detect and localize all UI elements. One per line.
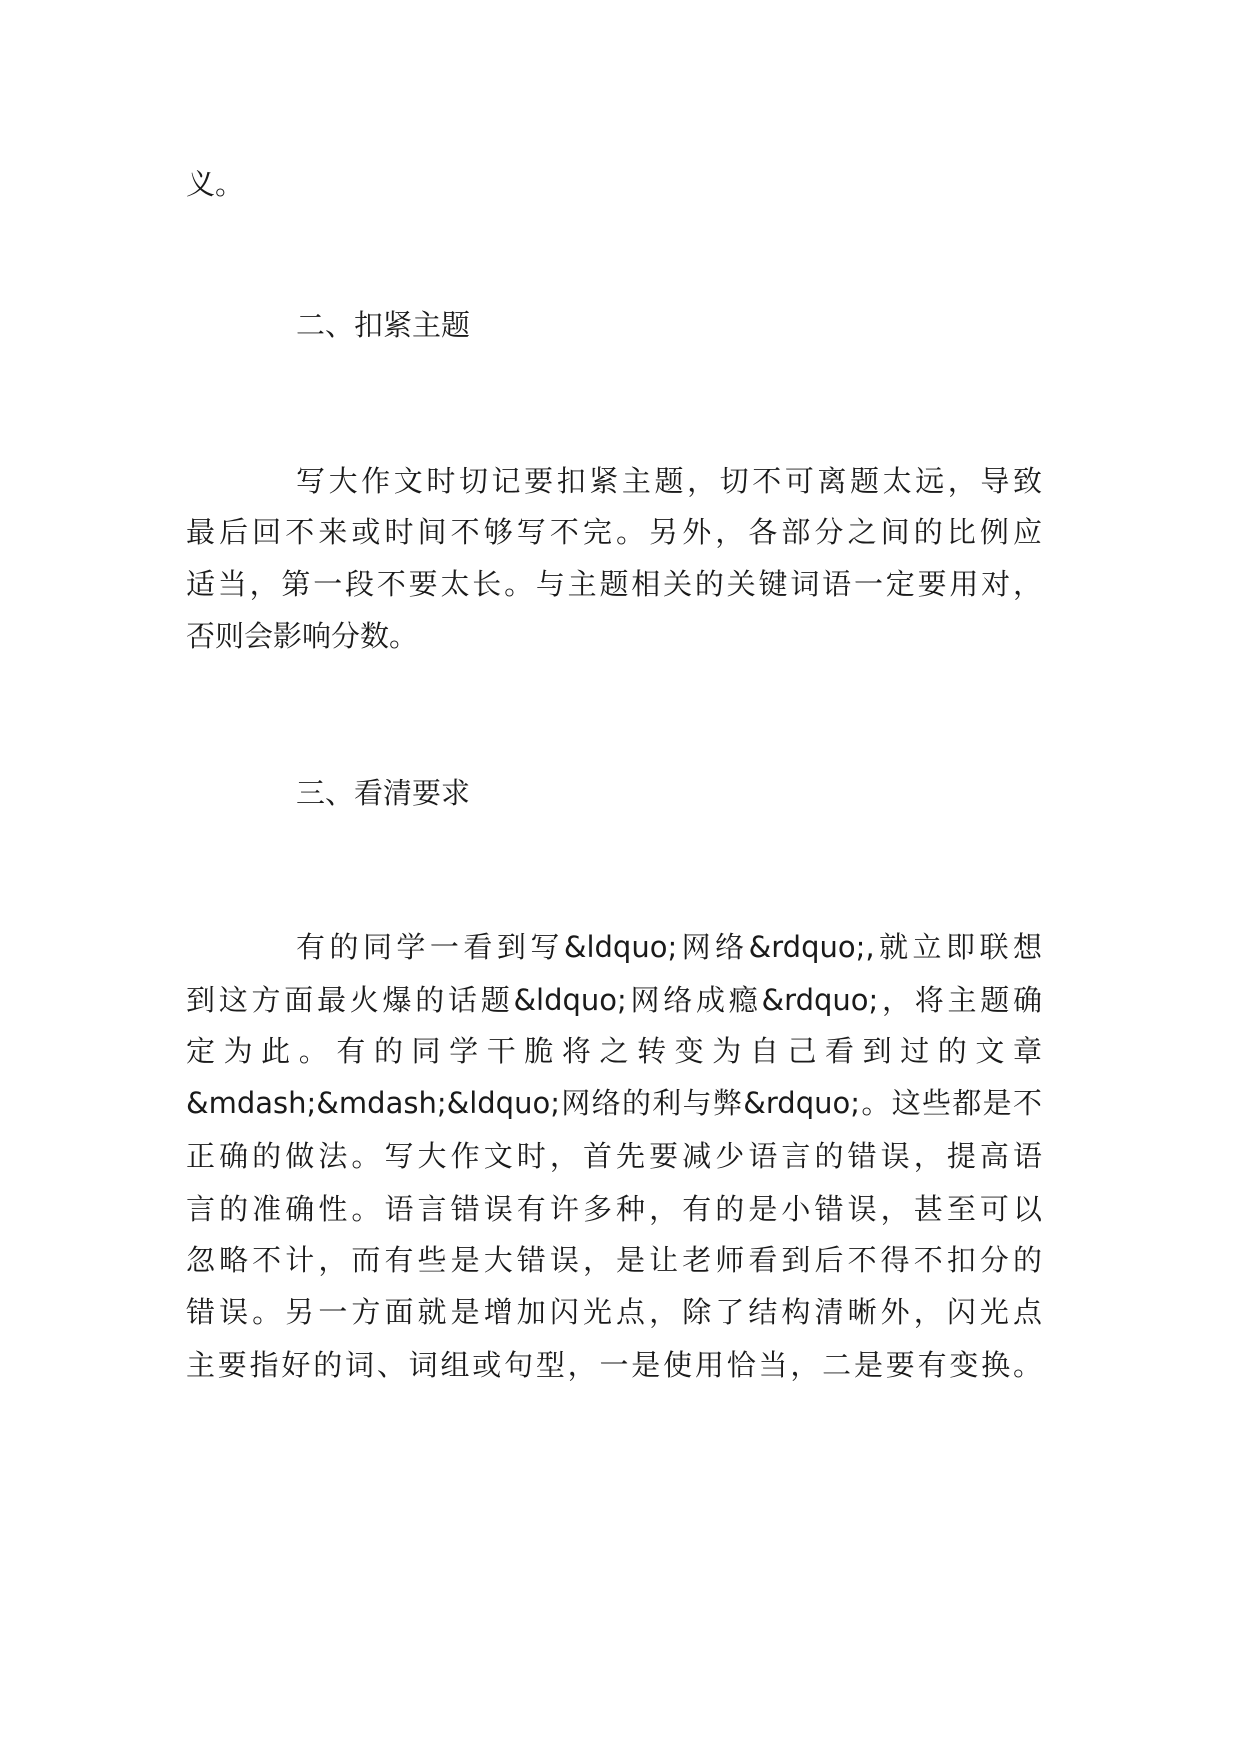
- paragraph-line: &mdash;&mdash;&ldquo;网络的利与弊&rdquo;。这些都是不: [186, 1086, 1042, 1120]
- paragraph-line: 到这方面最火爆的话题&ldquo;网络成瘾&rdquo;，将主题确: [186, 983, 1042, 1017]
- paragraph-line: 有的同学一看到写&ldquo;网络&rdquo;,就立即联想: [296, 930, 1042, 964]
- paragraph-line: 义。: [186, 167, 245, 201]
- section-heading-3: 三、看清要求: [296, 776, 471, 810]
- paragraph-line: 忽略不计，而有些是大错误，是让老师看到后不得不扣分的: [186, 1243, 1042, 1277]
- paragraph-line: 正确的做法。写大作文时，首先要减少语言的错误，提高语: [186, 1139, 1042, 1173]
- paragraph-line: 否则会影响分数。: [186, 619, 419, 653]
- paragraph-line: 写大作文时切记要扣紧主题，切不可离题太远，导致: [296, 464, 1042, 498]
- paragraph-line: 言的准确性。语言错误有许多种，有的是小错误，甚至可以: [186, 1192, 1042, 1226]
- section-heading-2: 二、扣紧主题: [296, 308, 471, 342]
- paragraph-line: 适当，第一段不要太长。与主题相关的关键词语一定要用对，: [186, 567, 1042, 601]
- paragraph-line: 最后回不来或时间不够写不完。另外，各部分之间的比例应: [186, 515, 1042, 549]
- paragraph-line: 定为此。有的同学干脆将之转变为自己看到过的文章: [186, 1034, 1042, 1068]
- paragraph-line: 错误。另一方面就是增加闪光点，除了结构清晰外，闪光点: [186, 1295, 1042, 1329]
- paragraph-line: 主要指好的词、词组或句型，一是使用恰当，二是要有变换。: [186, 1348, 1042, 1382]
